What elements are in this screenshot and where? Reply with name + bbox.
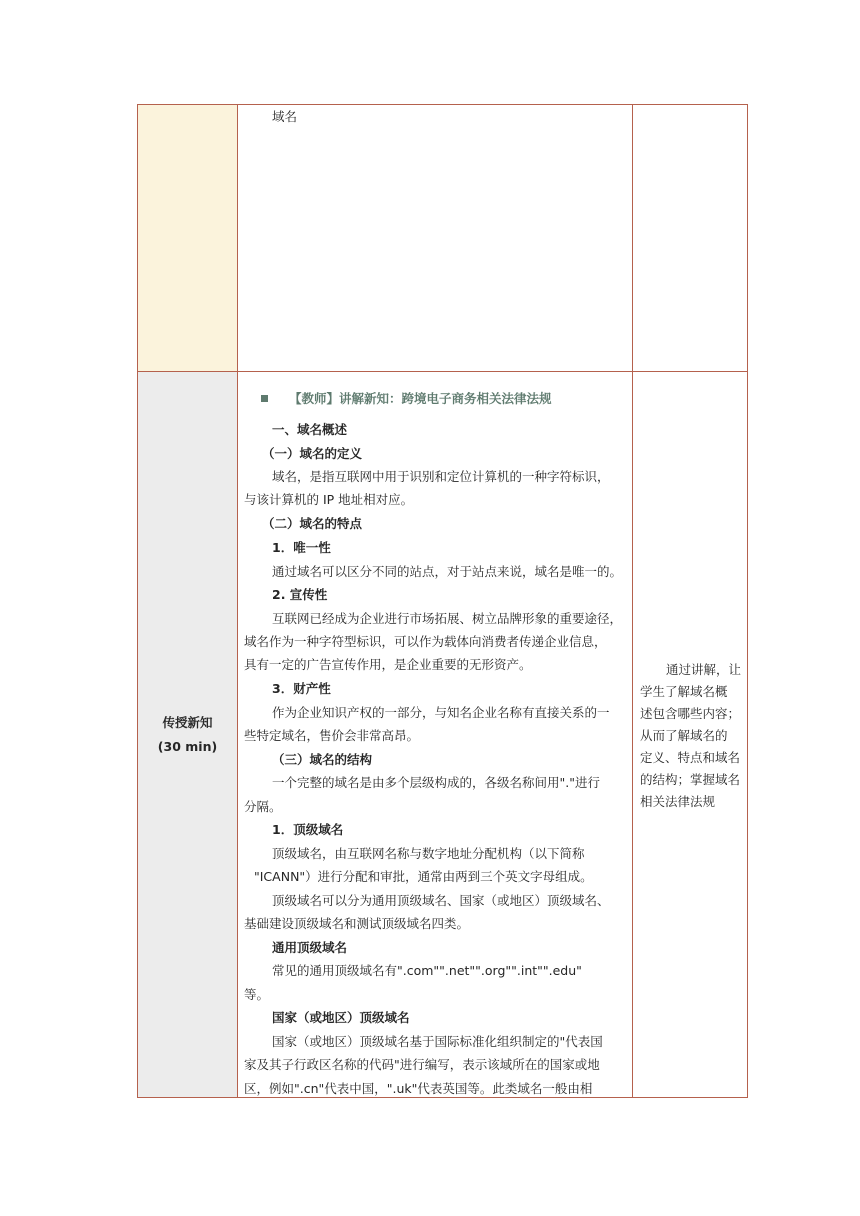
paragraph-line: 与该计算机的 IP 地址相对应。 — [244, 492, 414, 507]
subheading: 国家（或地区）顶级域名 — [272, 1010, 410, 1025]
paragraph-line: 区，例如".cn"代表中国，".uk"代表英国等。此类域名一般由相 — [244, 1081, 593, 1096]
paragraph-line: 分隔。 — [244, 799, 282, 814]
subheading: 1．唯一性 — [272, 540, 331, 555]
divider-col2 — [632, 104, 633, 1098]
paragraph-line: 常见的通用顶级域名有".com"".net"".org"".int"".edu" — [272, 963, 582, 978]
goal-line: 从而了解域名的 — [640, 728, 728, 743]
paragraph-line: 顶级域名可以分为通用顶级域名、国家（或地区）顶级域名、 — [272, 893, 610, 908]
goal-line: 通过讲解，让 — [666, 662, 742, 677]
paragraph-line: 域名作为一种字符型标识，可以作为载体向消费者传递企业信息， — [244, 634, 607, 649]
bullet-icon — [261, 395, 268, 402]
paragraph-line: 基础建设顶级域名和测试顶级域名四类。 — [244, 916, 470, 931]
goal-line: 学生了解域名概 — [640, 684, 728, 699]
table-frame — [137, 104, 748, 1098]
subheading: 3．财产性 — [272, 681, 331, 696]
paragraph-line: 域名，是指互联网中用于识别和定位计算机的一种字符标识， — [272, 469, 610, 484]
paragraph-line: 些特定域名，售价会非常高昂。 — [244, 728, 420, 743]
goal-line: 述包含哪些内容； — [640, 706, 741, 721]
subheading: 通用顶级域名 — [272, 940, 348, 955]
section-time: (30 min) — [157, 739, 218, 754]
paragraph-line: 等。 — [244, 987, 270, 1002]
divider-row — [137, 371, 748, 372]
subheading: 2. 宣传性 — [272, 587, 328, 602]
heading-1-2: （二）域名的特点 — [262, 516, 363, 531]
row1-content: 域名 — [272, 109, 298, 124]
paragraph-line: 一个完整的域名是由多个层级构成的，各级名称间用"."进行 — [272, 775, 600, 790]
heading-1-3: （三）域名的结构 — [272, 752, 373, 767]
section-title: 传授新知 — [162, 715, 213, 730]
heading-1: 一、域名概述 — [272, 422, 348, 437]
paragraph-line: 家及其子行政区名称的代码"进行编写，表示该域所在的国家或地 — [244, 1057, 600, 1072]
goal-line: 相关法律法规 — [640, 794, 716, 809]
teaching-goal — [640, 659, 742, 813]
paragraph-line: 互联网已经成为企业进行市场拓展、树立品牌形象的重要途径， — [272, 611, 623, 626]
paragraph-line: "ICANN"）进行分配和审批，通常由两到三个英文字母组成。 — [254, 869, 593, 884]
divider-col1 — [237, 104, 238, 1098]
subheading: 1．顶级域名 — [272, 822, 344, 837]
goal-line: 定义、特点和域名 — [640, 750, 741, 765]
paragraph-line: 顶级域名，由互联网名称与数字地址分配机构（以下简称 — [272, 846, 585, 861]
heading-1-1: （一）域名的定义 — [262, 446, 363, 461]
paragraph-line: 具有一定的广告宣传作用，是企业重要的无形资产。 — [244, 657, 532, 672]
paragraph-line: 作为企业知识产权的一部分，与知名企业名称有直接关系的一 — [272, 705, 610, 720]
goal-line: 的结构；掌握域名 — [640, 772, 741, 787]
paragraph-line: 国家（或地区）顶级域名基于国际标准化组织制定的"代表国 — [272, 1034, 603, 1049]
paragraph-line: 通过域名可以区分不同的站点，对于站点来说，域名是唯一的。 — [272, 564, 623, 579]
main-heading: 【教师】讲解新知：跨境电子商务相关法律法规 — [289, 391, 552, 406]
